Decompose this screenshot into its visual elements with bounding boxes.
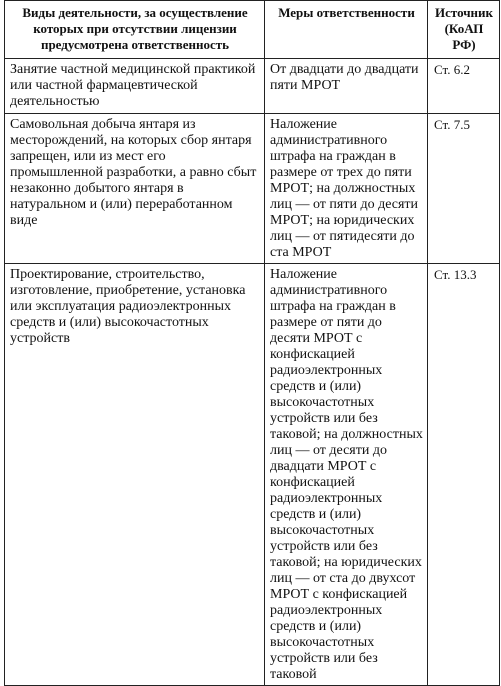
table-header-row bbox=[5, 1, 500, 59]
source-cell: Ст. 7.5 bbox=[428, 114, 500, 264]
source-cell: Ст. 13.3 bbox=[428, 264, 500, 686]
document-page bbox=[4, 0, 499, 682]
measures-cell: Наложение административного штрафа на граждан в размере от трех до пяти МРОТ; на должностных лиц — от пяти до десяти МРОТ; на юридических лиц — от пятидесяти до ста МРОТ bbox=[265, 114, 428, 264]
header-activity: Виды деятельности, за осуществление которых при отсутствии лицензии предусмотрена ответственность bbox=[5, 1, 265, 59]
liability-table bbox=[4, 0, 500, 686]
source-cell: Ст. 6.2 bbox=[428, 59, 500, 114]
activity-cell: Проектирование, строительство, изготовление, приобретение, установка или эксплуатация радиоэлектронных средств и (или) высокочастотных устройств bbox=[5, 264, 265, 686]
measures-cell: От двадцати до двадцати пяти МРОТ bbox=[265, 59, 428, 114]
table-row bbox=[5, 59, 500, 114]
activity-cell: Занятие частной медицинской практикой или частной фармацевтической деятельностью bbox=[5, 59, 265, 114]
header-source: Источник (КоАП РФ) bbox=[428, 1, 500, 59]
measures-cell: Наложение административного штрафа на граждан в размере от пяти до десяти МРОТ с конфискацией радиоэлектронных средств и (или) высокочастотных устройств или без таковой; на должностных лиц — от десяти до двадцати МРОТ с конфискацией радиоэлектронных средств и (или) высокочастотных устройств или без таковой; на юридических лиц — от ста до двухсот МРОТ с конфискацией радиоэлектронных средств и (или) высокочастотных устройств или без таковой bbox=[265, 264, 428, 686]
activity-cell: Самовольная добыча янтаря из месторождений, на которых сбор янтаря запрещен, или из мест его промышленной разработки, а равно сбыт незаконно добытого янтаря в натуральном и (или) переработанном виде bbox=[5, 114, 265, 264]
table-row bbox=[5, 114, 500, 264]
header-measures: Меры ответственности bbox=[265, 1, 428, 59]
table-row bbox=[5, 264, 500, 686]
